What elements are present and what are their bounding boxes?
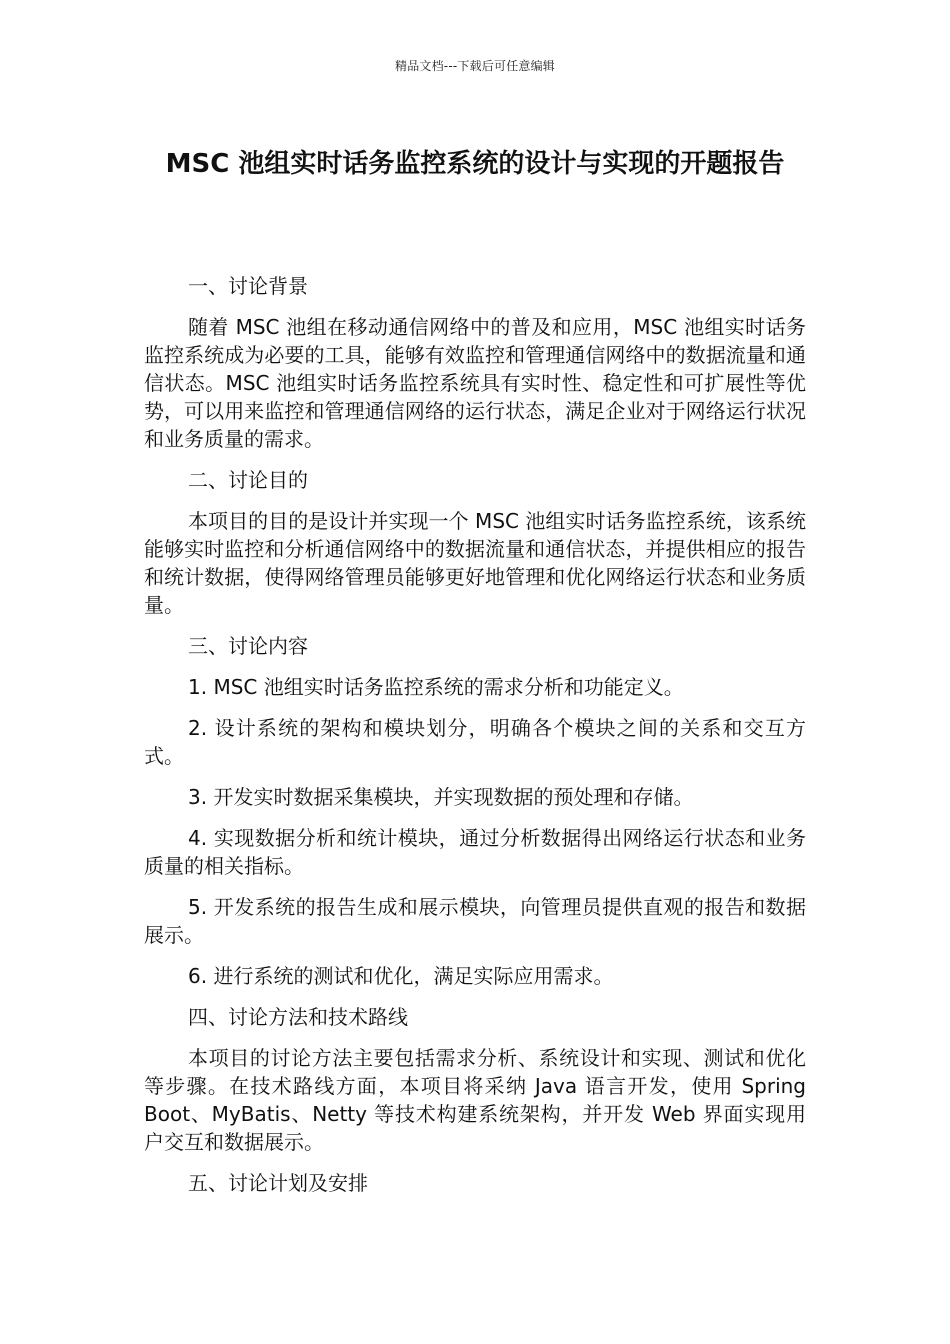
paragraph-purpose: 本项目的目的是设计并实现一个 MSC 池组实时话务监控系统，该系统能够实时监控和分析通信网络中的数据流量和通信状态，并提供相应的报告和统计数据，使得网络管理员能够更好地管理和优化网络运行状态和业务质量。 [144, 509, 806, 617]
section-heading-schedule: 五、讨论计划及安排 [188, 1171, 368, 1195]
content-item-4: 4. 实现数据分析和统计模块，通过分析数据得出网络运行状态和业务质量的相关指标。 [144, 826, 806, 878]
document-body [144, 272, 806, 1210]
section-heading-methods: 四、讨论方法和技术路线 [188, 1005, 408, 1029]
section-heading-background: 一、讨论背景 [188, 274, 308, 298]
paragraph-background: 随着 MSC 池组在移动通信网络中的普及和应用，MSC 池组实时话务监控系统成为必要的工具，能够有效监控和管理通信网络中的数据流量和通信状态。MSC 池组实时话务监控系统具有实时性、稳定性和可扩展性等优势，可以用来监控和管理通信网络的运行状态，满足企业对于网络运行状况和业务质量的需求。 [144, 315, 806, 451]
section-heading-purpose: 二、讨论目的 [188, 468, 308, 492]
content-item-2: 2. 设计系统的架构和模块划分，明确各个模块之间的关系和交互方式。 [144, 716, 806, 768]
header-note: 精品文档---下载后可任意编辑 [395, 59, 555, 73]
document-title: MSC 池组实时话务监控系统的设计与实现的开题报告 [165, 149, 785, 179]
content-item-6: 6. 进行系统的测试和优化，满足实际应用需求。 [188, 964, 614, 988]
content-item-5: 5. 开发系统的报告生成和展示模块，向管理员提供直观的报告和数据展示。 [144, 895, 806, 947]
content-item-3: 3. 开发实时数据采集模块，并实现数据的预处理和存储。 [188, 785, 694, 809]
section-heading-content: 三、讨论内容 [188, 634, 308, 658]
paragraph-methods: 本项目的讨论方法主要包括需求分析、系统设计和实现、测试和优化等步骤。在技术路线方面，本项目将采纳 Java 语言开发，使用 Spring Boot、MyBatis、Netty 等技术构建系统架构，并开发 Web 界面实现用户交互和数据展示。 [144, 1046, 806, 1154]
content-item-1: 1. MSC 池组实时话务监控系统的需求分析和功能定义。 [188, 675, 684, 699]
